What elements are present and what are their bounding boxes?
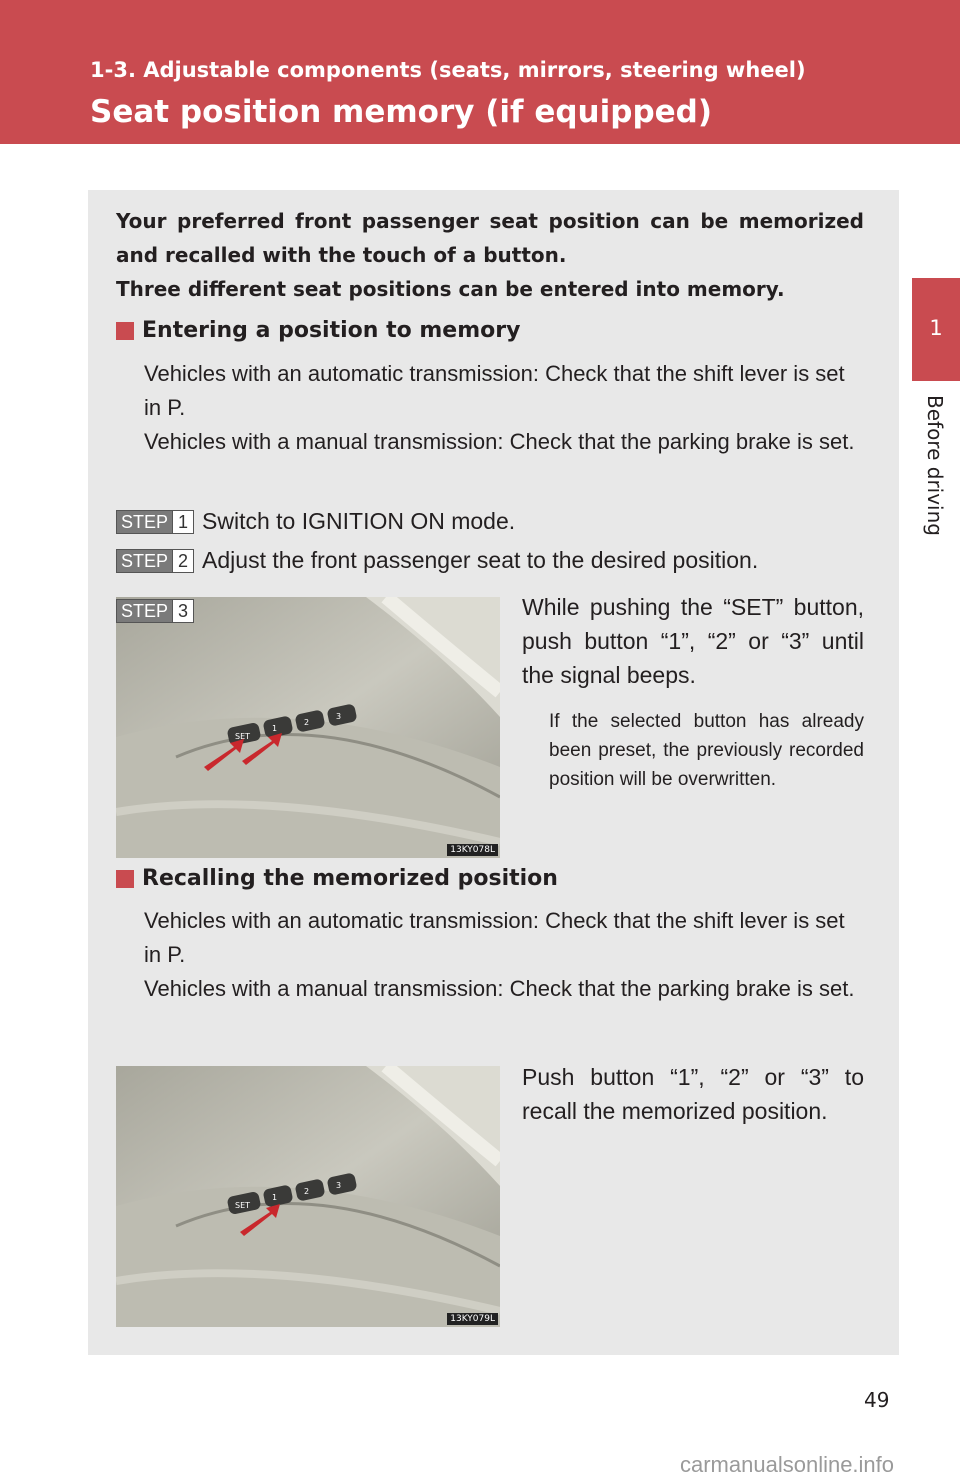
step-badge: STEP 2 [116,549,194,573]
entering-conditions [144,357,864,459]
page-number: 49 [864,1388,890,1412]
chapter-tab[interactable]: 1 [912,278,960,381]
recalling-heading-text: Recalling the memorized position [142,866,558,891]
entering-heading-text: Entering a position to memory [142,318,521,343]
step-3-text: While pushing the “SET” button, push button “1”, “2” or “3” until the signal beeps. [522,594,864,688]
recalling-conditions [144,904,864,1006]
page-title: Seat position memory (if equipped) [90,94,713,130]
intro-line-1: Your preferred front passenger seat position can be memorized and recalled with the touch of a button. [116,209,864,267]
figure-set-memory [116,597,500,858]
svg-text:2: 2 [304,718,310,727]
recalling-manual-text: Vehicles with a manual transmission: Check that the parking brake is set. [144,976,855,1001]
step-1 [116,508,515,535]
svg-text:1: 1 [272,724,278,733]
page-header [0,0,960,144]
figure-id: 13KY078L [447,844,498,856]
intro-line-2: Three different seat positions can be entered into memory. [116,277,785,301]
section-title: 1-3. Adjustable components (seats, mirrors, steering wheel) [90,58,806,82]
step-2 [116,547,758,574]
step-3-badge [116,599,202,623]
recalling-auto-text: Vehicles with an automatic transmission: Check that the shift lever is set in P. [144,908,845,967]
svg-text:SET: SET [235,732,251,741]
svg-text:2: 2 [304,1187,310,1196]
step-2-text: Adjust the front passenger seat to the desired position. [202,547,759,573]
seat-door-illustration [116,597,500,858]
figure-id: 13KY079L [447,1313,498,1325]
step-1-text: Switch to IGNITION ON mode. [202,508,516,534]
svg-text:SET: SET [235,1201,251,1210]
svg-text:1: 1 [272,1193,278,1202]
intro-text [116,204,864,306]
watermark-link[interactable]: carmanualsonline.info [680,1452,895,1477]
step-badge: STEP 3 [116,599,194,623]
seat-door-illustration [116,1066,500,1327]
square-bullet-icon [116,322,134,340]
step-badge: STEP 1 [116,510,194,534]
step-3-note: If the selected button has already been preset, the previously recorded position will be overwritten. [549,711,864,790]
entering-auto-text: Vehicles with an automatic transmission: Check that the shift lever is set in P. [144,361,845,420]
entering-manual-text: Vehicles with a manual transmission: Check that the parking brake is set. [144,429,855,454]
svg-text:3: 3 [336,1181,342,1190]
recalling-instruction: Push button “1”, “2” or “3” to recall the memorized position. [522,1064,864,1124]
square-bullet-icon [116,870,134,888]
chapter-label: Before driving [923,395,947,536]
svg-text:3: 3 [336,712,342,721]
entering-heading [116,318,520,343]
figure-recall-memory [116,1066,500,1327]
recalling-heading [116,866,558,891]
